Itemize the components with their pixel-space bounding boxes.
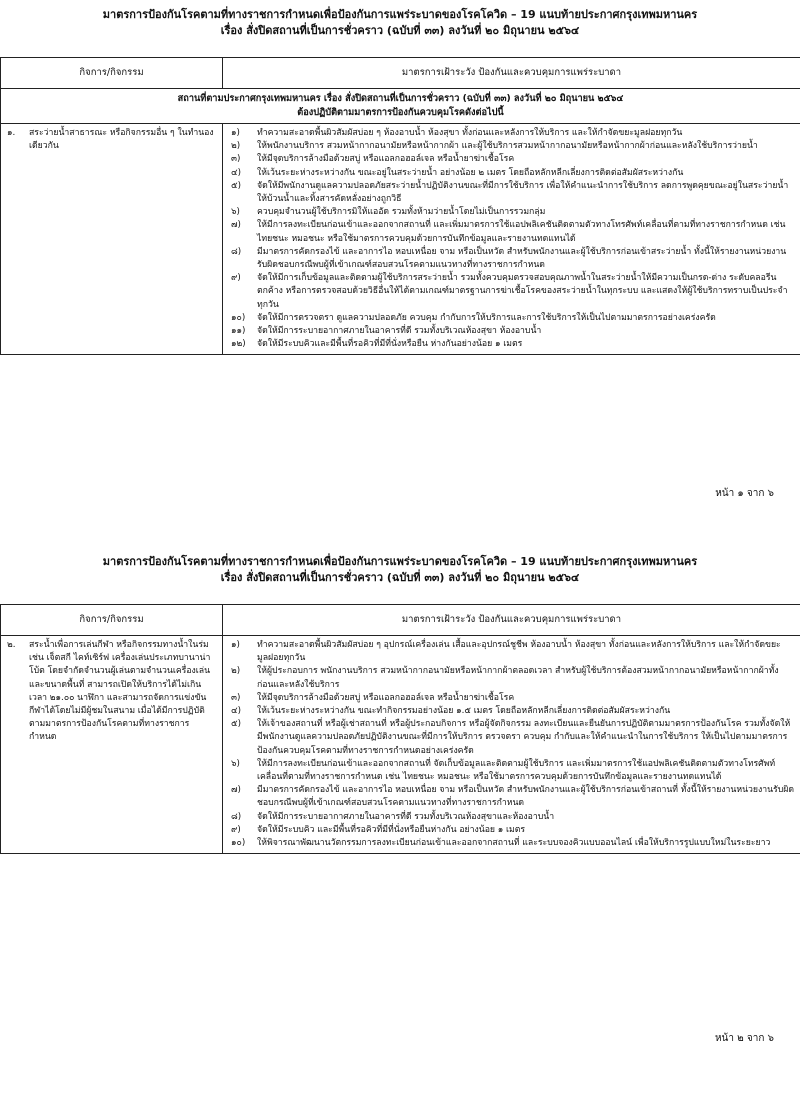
list-item xyxy=(231,837,794,850)
list-item xyxy=(231,312,794,325)
item-number: ๑๑) xyxy=(231,326,246,337)
list-item xyxy=(231,167,794,180)
band-line-1: สถานที่ตามประกาศกรุงเทพมหานคร เรื่อง สั่งปิดสถานที่เป็นการชั่วคราว (ฉบับที่ ๓๓) ลงวันที่ ๒๐ มิถุนายน ๒๕๖๔ xyxy=(177,93,624,104)
measures-table xyxy=(0,604,800,854)
item-text: ให้มีการลงทะเบียนก่อนเข้าและออกจากสถานที่ จัดเก็บข้อมูลและติดตามผู้ใช้บริการ และเพิ่มมาตรการใช้แอปพลิเคชันติดตามตัวทางโทรศัพท์เคลื่อนที่ตามที่ทางราชการกำหนด เช่น ไทยชนะ หมอชนะ หรือใช้มาตรการควบคุมด้วยการบันทึกข้อมูลและรายงานทดแทนได้ xyxy=(257,758,776,783)
activity-number: ๑. xyxy=(7,128,16,138)
item-number: ๘) xyxy=(231,811,242,822)
page-2 xyxy=(0,547,800,1094)
list-item xyxy=(231,325,794,338)
item-number: ๑๐) xyxy=(231,312,246,323)
list-item xyxy=(231,127,794,140)
measures-cell xyxy=(223,124,800,355)
list-item xyxy=(231,758,794,784)
measures-cell xyxy=(223,636,800,854)
item-number: ๗) xyxy=(231,220,241,231)
item-text: ทำความสะอาดพื้นผิวสัมผัสบ่อย ๆ ห้องอาบน้ำ ห้องสุขา ทั้งก่อนและหลังการให้บริการ และให้กำจัดขยะมูลฝอยทุกวัน xyxy=(257,128,683,138)
item-text: จัดให้มีการระบายอากาศภายในอาคารที่ดี รวมทั้งบริเวณห้องสุขา ห้องอาบน้ำ xyxy=(257,326,542,337)
list-item xyxy=(231,219,794,245)
item-text: ให้พิจารณาพัฒนานวัตกรรมการลงทะเบียนก่อนเข้าและออกจากสถานที่ และระบบจองคิวแบบออนไลน์ เพื่อให้บริการรูปแบบใหม่ในระยะยาว xyxy=(257,838,771,849)
measures-table xyxy=(0,57,800,355)
item-text: ให้มีจุดบริการล้างมือด้วยสบู่ หรือแอลกอฮอล์เจล หรือน้ำยาฆ่าเชื้อโรค xyxy=(257,154,515,165)
item-text: จัดให้มีระบบคิว และมีพื้นที่รอคิวที่มีที่นั่งหรือยืนห่างกัน อย่างน้อย ๑ เมตร xyxy=(257,824,526,835)
list-item xyxy=(231,811,794,824)
item-number: ๙) xyxy=(231,824,241,835)
title-line-1: มาตรการป้องกันโรคตามที่ทางราชการกำหนดเพื่อป้องกันการแพร่ระบาดของโรคโควิด – 19 แนบท้ายประกาศกรุงเทพมหานคร xyxy=(102,555,698,568)
page-number: หน้า ๑ จาก ๖ xyxy=(715,488,774,499)
item-number: ๖) xyxy=(231,758,240,769)
item-number: ๕) xyxy=(231,180,241,191)
title-line-1: มาตรการป้องกันโรคตามที่ทางราชการกำหนดเพื่อป้องกันการแพร่ระบาดของโรคโควิด – 19 แนบท้ายประกาศกรุงเทพมหานคร xyxy=(102,8,698,21)
document-title xyxy=(0,0,800,39)
item-text: จัดให้มีการตรวจตรา ดูแลความปลอดภัย ควบคุม กำกับการให้บริการและการใช้บริการให้เป็นไปตามมาตรการอย่างเคร่งครัด xyxy=(257,312,716,323)
column-header-activity: กิจการ/กิจกรรม xyxy=(1,58,223,89)
table-row xyxy=(1,124,800,355)
item-number: ๓) xyxy=(231,154,241,165)
activity-number: ๒. xyxy=(7,640,16,650)
page-number: หน้า ๒ จาก ๖ xyxy=(714,1033,774,1044)
column-header-activity: กิจการ/กิจกรรม xyxy=(1,605,223,636)
item-number: ๑) xyxy=(231,128,240,138)
item-number: ๑๒) xyxy=(231,339,246,350)
band-line-2: ต้องปฏิบัติตามมาตรการป้องกันควบคุมโรคดังต่อไปนี้ xyxy=(297,107,504,118)
activity-text: สระน้ำเพื่อการเล่นกีฬา หรือกิจกรรมทางน้ำในร่ม เช่น เจ็ตสกี ไคท์เซิร์ฟ เครื่องเล่นประเภทบานาน่าโบ้ต โดยจำกัดจำนวนผู้เล่นตามจำนวนเครื่องเล่นและขนาดพื้นที่ สามารถเปิดให้บริการได้ไม่เกินเวลา ๒๑.๐๐ นาฬิกา และสามารถจัดการแข่งขันกีฬาได้โดยไม่มีผู้ชมในสนาม เมื่อได้มีการปฏิบัติตามมาตรการป้องกันโรคตามที่ทางราชการกำหนด xyxy=(29,640,211,743)
item-text: มีมาตรการคัดกรองไข้ และอาการไอ หอบเหนื่อย จาม หรือเป็นหวัด สำหรับพนักงานและผู้ใช้บริการก่อนเข้าสถานที่ ทั้งนี้ให้รายงานหน่วยงานรับผิดชอบกรณีพบผู้ที่เข้าเกณฑ์สอบสวนโรคตามแนวทางที่ทางราชการกำหนด xyxy=(257,785,794,809)
item-text: จัดให้มีพนักงานดูแลความปลอดภัยสระว่ายน้ำปฏิบัติงานขณะที่มีการใช้บริการ เพื่อให้คำแนะนำการใช้บริการ ลดการพูดคุยขณะอยู่ในสระว่ายน้ำ ให้บ้วนน้ำและทิ้งสารคัดหลั่งอย่างถูกวิธี xyxy=(257,180,789,205)
item-text: ให้พนักงานบริการ สวมหน้ากากอนามัยหรือหน้ากากผ้า และผู้ใช้บริการสวมหน้ากากอนามัยหรือหน้ากากผ้าก่อนและหลังใช้บริการว่ายน้ำ xyxy=(257,141,758,152)
list-item xyxy=(231,665,794,691)
title-line-2: เรื่อง สั่งปิดสถานที่เป็นการชั่วคราว (ฉบับที่ ๓๓) ลงวันที่ ๒๐ มิถุนายน ๒๕๖๔ xyxy=(220,571,580,584)
title-line-2: เรื่อง สั่งปิดสถานที่เป็นการชั่วคราว (ฉบับที่ ๓๓) ลงวันที่ ๒๐ มิถุนายน ๒๕๖๔ xyxy=(220,24,580,37)
item-text: มีมาตรการคัดกรองไข้ และอาการไอ หอบเหนื่อย จาม หรือเป็นหวัด สำหรับพนักงานและผู้ใช้บริการก่อนเข้าสระว่ายน้ำ ทั้งนี้ให้รายงานหน่วยงานรับผิดชอบกรณีพบผู้ที่เข้าเกณฑ์สอบสวนโรคตามแนวทางที่ทางราชการกำหนด xyxy=(257,246,787,271)
list-item xyxy=(231,206,794,219)
table-header-row xyxy=(1,605,800,636)
list-item xyxy=(231,272,794,312)
item-number: ๖) xyxy=(231,207,240,218)
item-number: ๔) xyxy=(231,167,241,178)
list-item xyxy=(231,180,794,206)
item-text: ให้มีจุดบริการล้างมือด้วยสบู่ หรือแอลกอฮอล์เจล หรือน้ำยาฆ่าเชื้อโรค xyxy=(257,692,515,703)
column-header-measures: มาตรการเฝ้าระวัง ป้องกันและควบคุมการแพร่ระบาดา xyxy=(223,605,800,636)
item-text: ให้ผู้ประกอบการ พนักงานบริการ สวมหน้ากากอนามัยหรือหน้ากากผ้าตลอดเวลา สำหรับผู้ใช้บริการต้องสวมหน้ากากอนามัยหรือหน้ากากผ้าทั้งก่อนและหลังใช้บริการ xyxy=(257,666,779,690)
list-item xyxy=(231,246,794,272)
list-item xyxy=(231,140,794,153)
list-item xyxy=(231,338,794,351)
document-title xyxy=(0,547,800,586)
item-number: ๑๐) xyxy=(231,838,246,849)
list-item xyxy=(231,784,794,810)
item-number: ๕) xyxy=(231,719,241,730)
item-text: ให้เจ้าของสถานที่ หรือผู้เช่าสถานที่ หรือผู้ประกอบกิจการ หรือผู้จัดกิจกรรม ลงทะเบียนและยืนยันการปฏิบัติตามมาตรการป้องกันโรค รวมทั้งจัดให้มีพนักงานดูแลความปลอดภัยปฏิบัติงานขณะที่มีการให้บริการ ตรวจตรา ควบคุม กำกับและให้คำแนะนำในการใช้บริการ ให้เป็นไปตามมาตรการป้องกันควบคุมโรคตามที่ทางราชการกำหนดอย่างเคร่งครัด xyxy=(257,719,791,756)
item-text: จัดให้มีการเก็บข้อมูลและติดตามผู้ใช้บริการสระว่ายน้ำ รวมทั้งควบคุมตรวจสอบคุณภาพน้ำในสระว่ายน้ำให้มีความเป็นกรด-ด่าง ระดับคลอรีนตกค้าง หรือการตรวจสอบด้วยวิธีอื่นให้ได้ตามเกณฑ์มาตรฐานการฆ่าเชื้อโรคของสระว่ายน้ำในทุกระบบ และแสดงให้ผู้ใช้บริการทราบเป็นประจำทุกวัน xyxy=(257,273,788,310)
list-item xyxy=(231,639,794,665)
table-row xyxy=(1,636,800,854)
band-cell xyxy=(1,89,800,124)
item-text: จัดให้มีการระบายอากาศภายในอาคารที่ดี รวมทั้งบริเวณห้องสุขาและห้องอาบน้ำ xyxy=(257,811,555,822)
item-number: ๔) xyxy=(231,706,241,717)
measures-list xyxy=(223,124,800,354)
table-header-row xyxy=(1,58,800,89)
item-text: ทำความสะอาดพื้นผิวสัมผัสบ่อย ๆ อุปกรณ์เครื่องเล่น เสื้อและอุปกรณ์ชูชีพ ห้องอาบน้ำ ห้องสุขา ทั้งก่อนและหลังการให้บริการ และให้กำจัดขยะมูลฝอยทุกวัน xyxy=(257,640,781,664)
item-text: ให้เว้นระยะห่างระหว่างกัน ขณะทำกิจกรรมอย่างน้อย ๑.๕ เมตร โดยถือหลักหลีกเลี่ยงการติดต่อสัมผัสระหว่างกัน xyxy=(257,706,671,717)
activity-text: สระว่ายน้ำสาธารณะ หรือกิจกรรมอื่น ๆ ในทำนองเดียวกัน xyxy=(29,128,214,152)
list-item xyxy=(231,692,794,705)
item-number: ๗) xyxy=(231,785,241,796)
activity-cell xyxy=(1,124,223,355)
item-text: ให้มีการลงทะเบียนก่อนเข้าและออกจากสถานที่ และเพิ่มมาตรการใช้แอปพลิเคชันติดตามตัวทางโทรศัพท์เคลื่อนที่ตามที่ทางราชการกำหนด เช่น ไทยชนะ หมอชนะ หรือใช้มาตรการควบคุมด้วยการบันทึกข้อมูลและรายงานทดแทนได้ xyxy=(257,220,786,244)
list-item xyxy=(231,705,794,718)
item-number: ๙) xyxy=(231,273,241,284)
item-number: ๑) xyxy=(231,640,240,650)
item-number: ๘) xyxy=(231,246,242,257)
item-number: ๒) xyxy=(231,141,241,152)
item-text: ควบคุมจำนวนผู้ใช้บริการมิให้แออัด รวมทั้งห้ามว่ายน้ำโดยไม่เป็นการรวมกลุ่ม xyxy=(257,207,546,218)
measures-list xyxy=(223,636,800,853)
column-header-measures: มาตรการเฝ้าระวัง ป้องกันและควบคุมการแพร่ระบาดา xyxy=(223,58,800,89)
item-text: ให้เว้นระยะห่างระหว่างกัน ขณะอยู่ในสระว่ายน้ำ อย่างน้อย ๒ เมตร โดยถือหลักหลีกเลี่ยงการติดต่อสัมผัสระหว่างกัน xyxy=(257,167,684,178)
band-row xyxy=(1,89,800,124)
list-item xyxy=(231,153,794,166)
item-number: ๒) xyxy=(231,666,241,677)
item-number: ๓) xyxy=(231,692,241,703)
item-text: จัดให้มีระบบคิวและมีพื้นที่รอคิวที่มีที่นั่งหรือยืน ห่างกันอย่างน้อย ๑ เมตร xyxy=(257,339,523,350)
list-item xyxy=(231,718,794,758)
activity-cell xyxy=(1,636,223,854)
list-item xyxy=(231,824,794,837)
